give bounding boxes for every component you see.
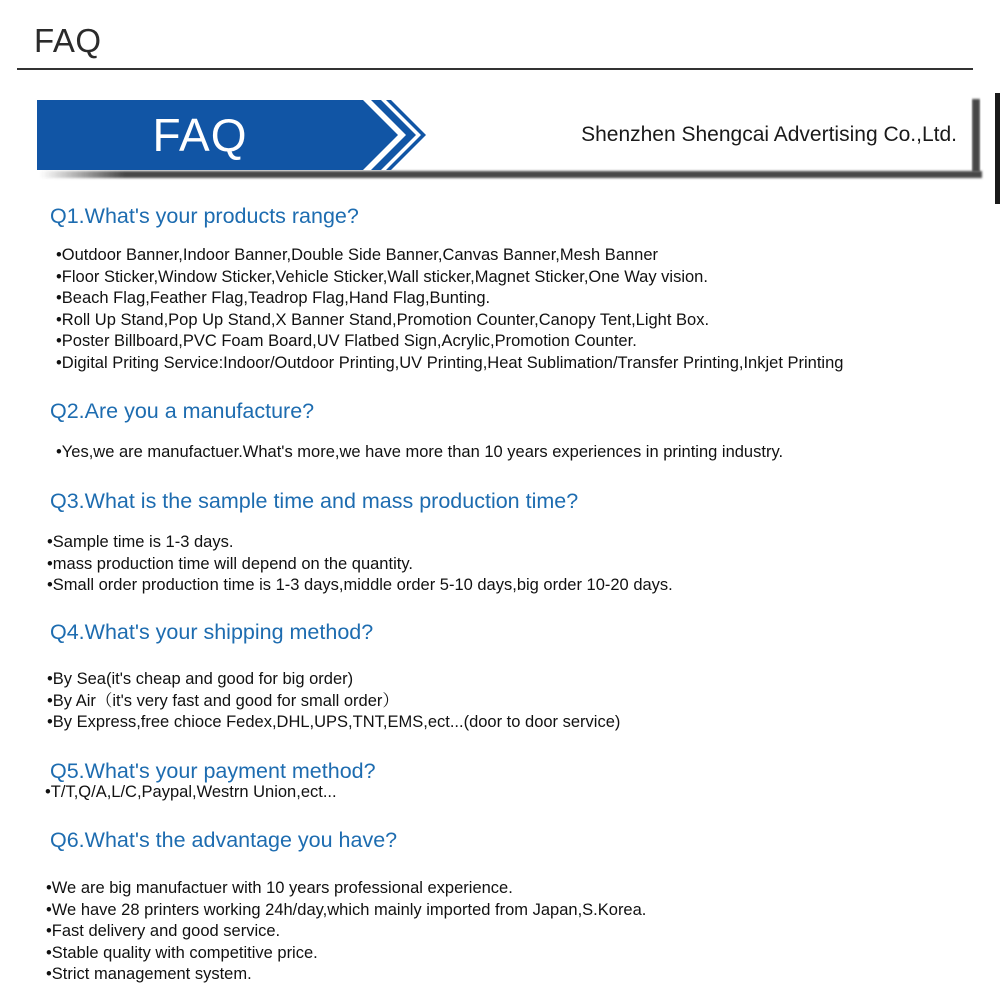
answer-line: •Floor Sticker,Window Sticker,Vehicle Sticker,Wall sticker,Magnet Sticker,One Way vision. [56,267,708,286]
answer-line: •Stable quality with competitive price. [46,943,318,962]
answers-q2 [56,442,783,464]
answer-line: •Fast delivery and good service. [46,922,281,940]
question-heading-q4: Q4.What's your shipping method? [50,620,374,644]
company-name: Shenzhen Shengcai Advertising Co.,Ltd. [581,123,957,146]
answer-line: •By Express,free chioce Fedex,DHL,UPS,TNT,EMS,ect...(door to door service) [47,713,621,731]
page-title: FAQ [34,22,102,59]
answer-line: •By Air（it's very fast and good for small order） [47,691,399,710]
answer-line: •Poster Billboard,PVC Foam Board,UV Flatbed Sign,Acrylic,Promotion Counter. [56,332,637,350]
question-heading-q3: Q3.What is the sample time and mass production time? [50,489,579,513]
banner-shadow-vertical [972,99,980,172]
answer-line: •T/T,Q/A,L/C,Paypal,Westrn Union,ect... [45,783,337,801]
answer-line: •By Sea(it's cheap and good for big order) [47,670,354,688]
answer-line: •Outdoor Banner,Indoor Banner,Double Side Banner,Canvas Banner,Mesh Banner [56,246,659,264]
question-heading-q5: Q5.What's your payment method? [50,759,376,783]
banner-label: FAQ [152,109,248,161]
answer-line: •Yes,we are manufactuer.What's more,we have more than 10 years experiences in printing industry. [56,443,784,461]
adjacent-panel-edge [995,93,1000,204]
answers-q5 [45,782,337,804]
answer-line: •Beach Flag,Feather Flag,Teadrop Flag,Hand Flag,Bunting. [56,289,491,307]
question-heading-q6: Q6.What's the advantage you have? [50,828,398,852]
answers-q1 [56,245,843,374]
answer-line: •Strict management system. [46,965,252,983]
question-heading-q2: Q2.Are you a manufacture? [50,399,315,423]
answers-q4 [47,669,620,734]
answer-line: •Sample time is 1-3 days. [47,533,234,551]
banner-shadow-horizontal [40,171,982,178]
answer-line: •Roll Up Stand,Pop Up Stand,X Banner Stand,Promotion Counter,Canopy Tent,Light Box. [56,310,710,329]
answer-line: •mass production time will depend on the quantity. [47,554,413,573]
answers-q3 [47,532,673,597]
answer-line: •We are big manufactuer with 10 years professional experience. [46,879,513,897]
answer-line: •Digital Priting Service:Indoor/Outdoor Printing,UV Printing,Heat Sublimation/Transfer Printing,Inkjet Printing [56,353,844,372]
answer-line: •We have 28 printers working 24h/day,which mainly imported from Japan,S.Korea. [46,900,647,919]
answers-q6 [46,878,646,986]
question-heading-q1: Q1.What's your products range? [50,204,359,228]
answer-line: •Small order production time is 1-3 days,middle order 5-10 days,big order 10-20 days. [47,576,673,594]
